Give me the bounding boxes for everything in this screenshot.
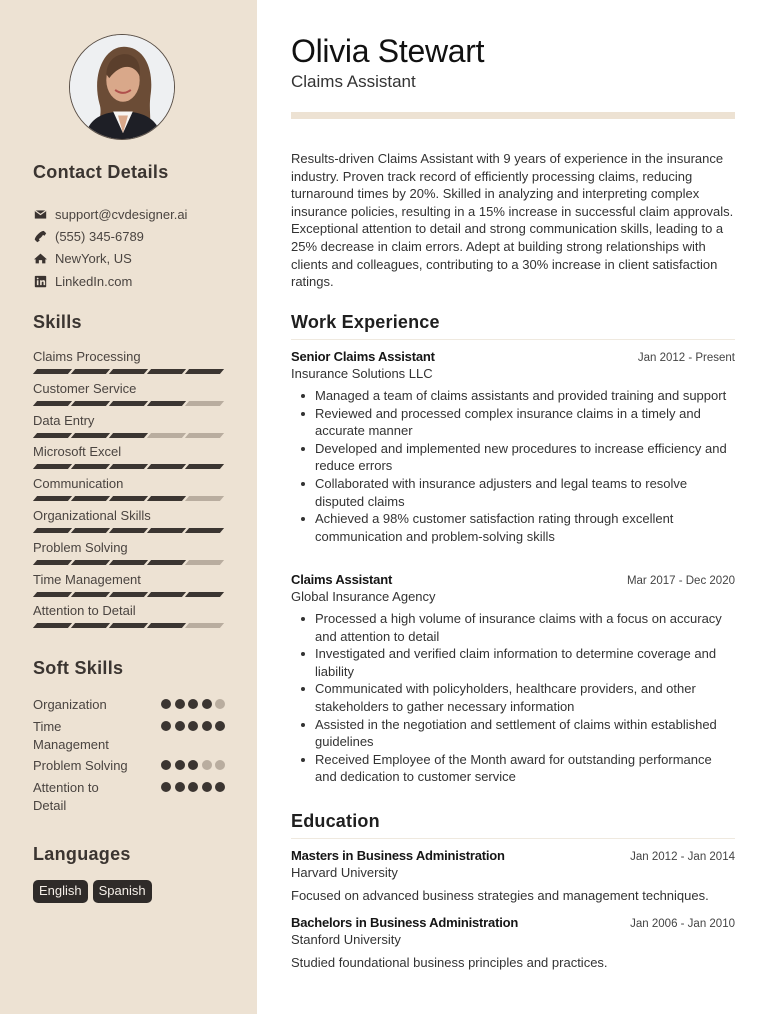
soft-skill-item [33, 779, 225, 814]
sidebar [0, 0, 257, 1014]
skill-level-segment [185, 464, 224, 469]
skill-level-segment [147, 592, 186, 597]
soft-skill-name: Organization [33, 697, 107, 712]
skill-level-segment [185, 401, 224, 406]
rating-dot-icon [175, 760, 185, 770]
education-entry [291, 915, 735, 970]
skill-level-segment [147, 401, 186, 406]
soft-skill-item [33, 757, 225, 775]
job-title: Claims Assistant [291, 572, 393, 587]
skill-name: Organizational Skills [33, 507, 151, 523]
envelope-icon [33, 207, 47, 221]
skill-level-segment [185, 433, 224, 438]
main-content [257, 0, 768, 1014]
job-bullets [291, 610, 735, 786]
skill-item [33, 348, 225, 380]
bullet-item: Processed a high volume of insurance claims with a focus on accuracy and attention to detail [291, 610, 735, 645]
contact-linkedin-text: LinkedIn.com [55, 273, 133, 289]
skill-level-segment [109, 496, 148, 501]
language-tag: Spanish [93, 880, 152, 903]
skill-level-meter [33, 369, 225, 374]
job-entry [291, 572, 735, 786]
education-entry [291, 848, 735, 903]
skill-level-meter [33, 464, 225, 469]
job-title: Senior Claims Assistant [291, 349, 435, 364]
rating-dot-icon [161, 782, 171, 792]
skill-level-meter [33, 496, 225, 501]
rating-dot-icon [188, 721, 198, 731]
skill-level-segment [185, 528, 224, 533]
header-accent-bar [291, 112, 735, 119]
candidate-name: Olivia Stewart [291, 33, 485, 69]
skill-level-segment [109, 464, 148, 469]
skill-level-segment [109, 623, 148, 628]
language-tag: English [33, 880, 88, 903]
job-company: Global Insurance Agency [291, 589, 436, 604]
skill-level-segment [71, 401, 110, 406]
soft-skill-rating [161, 696, 225, 709]
skill-level-segment [71, 433, 110, 438]
avatar [69, 34, 175, 140]
skill-level-segment [71, 528, 110, 533]
education-description: Studied foundational business principles and practices. [291, 955, 608, 970]
rating-dot-icon [175, 721, 185, 731]
rating-dot-icon [161, 721, 171, 731]
skill-level-segment [33, 464, 72, 469]
section-divider [291, 838, 735, 839]
bullet-item: Reviewed and processed complex insurance claims in a timely and accurate manner [291, 405, 735, 440]
skill-level-segment [147, 433, 186, 438]
education-heading: Education [291, 811, 380, 831]
skill-name: Time Management [33, 571, 141, 587]
bullet-item: Received Employee of the Month award for outstanding performance and dedication to customer service [291, 751, 735, 786]
rating-dot-icon [202, 782, 212, 792]
soft-skill-name: Attention to Detail [33, 780, 99, 813]
contact-phone[interactable] [33, 225, 187, 247]
school: Stanford University [291, 932, 401, 947]
job-dates: Mar 2017 - Dec 2020 [626, 575, 735, 587]
degree: Bachelors in Business Administration [291, 915, 519, 930]
skill-level-segment [147, 369, 186, 374]
skill-level-segment [33, 496, 72, 501]
skill-level-segment [185, 496, 224, 501]
skill-level-segment [109, 401, 148, 406]
skill-level-segment [71, 560, 110, 565]
phone-icon [33, 229, 47, 243]
skill-level-segment [33, 528, 72, 533]
degree: Masters in Business Administration [291, 848, 505, 863]
skill-level-segment [33, 623, 72, 628]
skill-name: Problem Solving [33, 539, 128, 555]
bullet-item: Achieved a 98% customer satisfaction rating through excellent communication and problem-solving skills [291, 510, 735, 545]
job-entry [291, 349, 735, 545]
bullet-item: Assisted in the negotiation and settlement of claims within established guidelines [291, 716, 735, 751]
skill-name: Customer Service [33, 380, 137, 396]
skill-level-segment [185, 623, 224, 628]
contact-email-text: support@cvdesigner.ai [55, 206, 188, 222]
bullet-item: Investigated and verified claim information to determine coverage and liability [291, 645, 735, 680]
skill-level-meter [33, 528, 225, 533]
skill-item [33, 507, 225, 539]
skill-name: Communication [33, 476, 124, 492]
candidate-title: Claims Assistant [291, 72, 416, 91]
rating-dot-icon [161, 699, 171, 709]
profile-photo [70, 35, 174, 139]
skill-level-segment [147, 464, 186, 469]
contact-email[interactable] [33, 203, 187, 225]
skill-level-segment [109, 592, 148, 597]
rating-dot-icon [215, 760, 225, 770]
skill-level-segment [109, 433, 148, 438]
contact-phone-text: (555) 345-6789 [55, 228, 144, 244]
work-experience-heading: Work Experience [291, 312, 440, 332]
contact-location [33, 248, 187, 270]
bullet-item: Communicated with policyholders, healthcare providers, and other stakeholders to gather necessary information [291, 680, 735, 715]
bullet-item: Collaborated with insurance adjusters and legal teams to resolve disputed claims [291, 475, 735, 510]
skill-level-segment [147, 528, 186, 533]
soft-skill-item [33, 718, 225, 753]
skill-level-segment [71, 496, 110, 501]
skill-name: Attention to Detail [33, 603, 136, 619]
soft-skills-heading: Soft Skills [33, 658, 124, 678]
skill-level-segment [33, 433, 72, 438]
linkedin-icon [33, 274, 47, 288]
skill-level-segment [147, 623, 186, 628]
rating-dot-icon [215, 721, 225, 731]
skill-level-segment [71, 464, 110, 469]
skill-level-segment [33, 592, 72, 597]
bullet-item: Developed and implemented new procedures to increase efficiency and reduce errors [291, 440, 735, 475]
skill-level-meter [33, 592, 225, 597]
home-icon [33, 252, 47, 266]
skill-item [33, 475, 225, 507]
skill-item [33, 412, 225, 444]
skill-name: Claims Processing [33, 349, 141, 364]
rating-dot-icon [188, 760, 198, 770]
contact-location-text: NewYork, US [55, 251, 132, 267]
soft-skill-rating [161, 718, 225, 731]
skills-heading: Skills [33, 312, 82, 332]
skill-level-segment [33, 401, 72, 406]
skill-level-segment [185, 369, 224, 374]
job-company: Insurance Solutions LLC [291, 366, 433, 381]
job-bullets [291, 387, 735, 545]
contact-list [33, 203, 187, 292]
skill-item [33, 443, 225, 475]
skill-level-meter [33, 433, 225, 438]
rating-dot-icon [202, 699, 212, 709]
rating-dot-icon [188, 782, 198, 792]
rating-dot-icon [161, 760, 171, 770]
skill-level-meter [33, 401, 225, 406]
job-dates: Jan 2012 - Present [637, 352, 735, 364]
rating-dot-icon [215, 782, 225, 792]
skill-name: Data Entry [33, 412, 95, 428]
rating-dot-icon [175, 699, 185, 709]
education-dates: Jan 2006 - Jan 2010 [630, 918, 735, 930]
soft-skill-rating [161, 757, 225, 770]
skill-item [33, 602, 225, 634]
skill-level-segment [109, 369, 148, 374]
section-divider [291, 339, 735, 340]
soft-skill-name: Time Management [33, 719, 109, 752]
skill-level-meter [33, 623, 225, 628]
contact-details-heading: Contact Details [33, 162, 169, 182]
skill-item [33, 380, 225, 412]
skill-item [33, 539, 225, 571]
languages-list [33, 880, 152, 903]
skills-list [33, 348, 225, 634]
skill-level-segment [147, 560, 186, 565]
skill-level-segment [147, 496, 186, 501]
soft-skill-rating [161, 779, 225, 792]
skill-name: Microsoft Excel [33, 444, 122, 460]
contact-linkedin[interactable] [33, 270, 187, 292]
rating-dot-icon [175, 782, 185, 792]
skill-level-segment [185, 560, 224, 565]
rating-dot-icon [188, 699, 198, 709]
education-dates: Jan 2012 - Jan 2014 [630, 851, 735, 863]
skill-level-segment [33, 369, 72, 374]
skill-level-segment [109, 528, 148, 533]
education-description: Focused on advanced business strategies and management techniques. [291, 888, 709, 903]
soft-skill-name: Problem Solving [33, 758, 128, 773]
summary: Results-driven Claims Assistant with 9 years of experience in the insurance industry. Proven track record of efficiently processing claims, reducing turnaround times by 20%. Skilled in analyzing and interpreting complex insurance policies, resulting in a 15% increase in successful claim approvals. Exceptional attention to detail and strong communication skills, leading to a 25% decrease in claim errors. Adept at building strong relationships with clients and colleagues, contributing to a 30% increase in client satisfaction ratings. [291, 151, 734, 290]
skill-level-segment [33, 560, 72, 565]
skill-level-segment [109, 560, 148, 565]
skill-level-segment [185, 592, 224, 597]
rating-dot-icon [215, 699, 225, 709]
school: Harvard University [291, 865, 398, 880]
languages-heading: Languages [33, 844, 131, 864]
bullet-item: Managed a team of claims assistants and provided training and support [291, 387, 735, 405]
skill-item [33, 571, 225, 603]
rating-dot-icon [202, 760, 212, 770]
rating-dot-icon [202, 721, 212, 731]
skill-level-segment [71, 623, 110, 628]
skill-level-segment [71, 369, 110, 374]
skill-level-meter [33, 560, 225, 565]
skill-level-segment [71, 592, 110, 597]
soft-skill-item [33, 696, 225, 714]
